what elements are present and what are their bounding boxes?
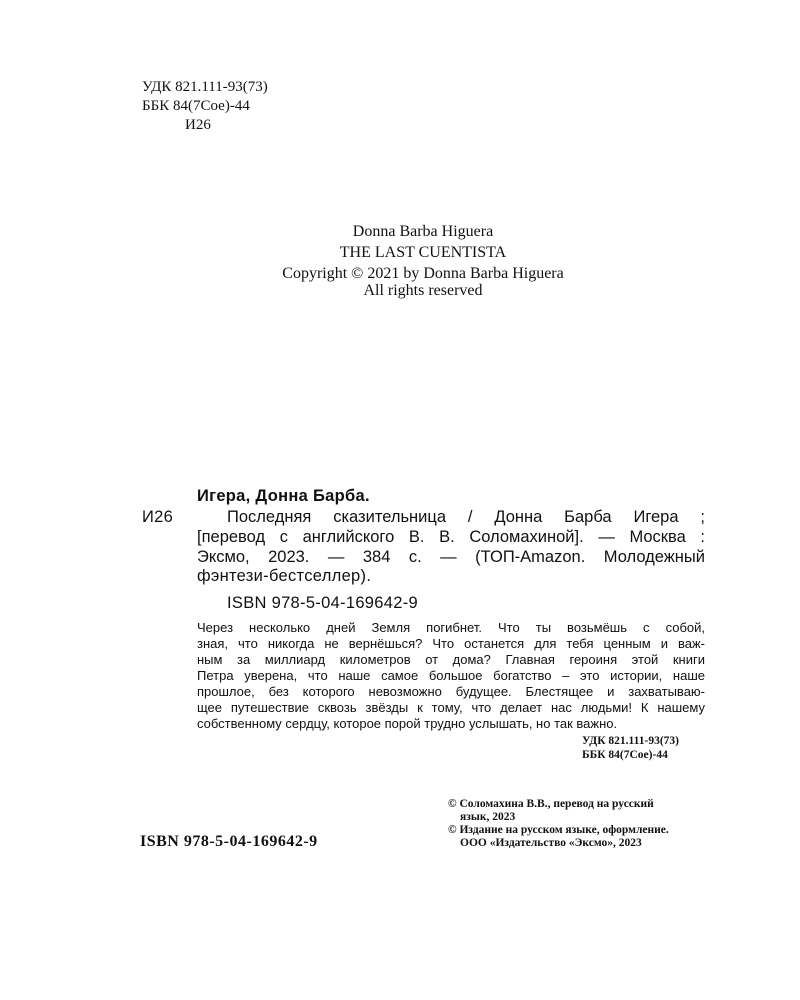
bib-line-4: фэнтези-бестселлер). bbox=[197, 567, 372, 585]
udk-code: УДК 821.111-93(73) bbox=[142, 79, 268, 95]
annotation-line-1: Через несколько дней Земля погибнет. Что ты возьмёшь с собой, bbox=[197, 620, 705, 635]
annotation-line-7: собственному сердцу, которое порой трудно услышать, но так важно. bbox=[197, 716, 618, 731]
bib-heading: Игера, Донна Барба. bbox=[197, 487, 370, 505]
original-rights: All rights reserved bbox=[363, 282, 483, 299]
original-title: THE LAST CUENTISTA bbox=[339, 244, 507, 261]
translation-copyright-2: язык, 2023 bbox=[460, 811, 516, 823]
author-sign: И26 bbox=[185, 117, 211, 133]
bib-line-3: Эксмо, 2023. — 384 с. — (ТОП-Amazon. Молодежный bbox=[197, 548, 705, 566]
bib-line-1: Последняя сказительница / Донна Барба Игера ; bbox=[227, 508, 705, 526]
annotation-line-2: зная, что никогда не вернёшься? Что останется для тебя ценным и важ- bbox=[197, 636, 705, 651]
edition-copyright-2: ООО «Издательство «Эксмо», 2023 bbox=[460, 837, 642, 849]
annotation-udk: УДК 821.111-93(73) bbox=[582, 735, 679, 747]
bib-author-sign: И26 bbox=[142, 508, 174, 526]
annotation-line-4: Петра уверена, что наше самое большое богатство – это истории, наше bbox=[197, 668, 705, 683]
annotation-line-6: щее путешествие сквозь звёзды к тому, что делает нас людьми! К нашему bbox=[197, 700, 705, 715]
bbk-code: ББК 84(7Сое)-44 bbox=[142, 98, 250, 114]
annotation-line-3: ным за миллиард километров от дома? Главная героиня этой книги bbox=[197, 652, 705, 667]
bib-line-2: [перевод с английского В. В. Соломахиной]. — Москва : bbox=[197, 528, 705, 546]
bib-isbn: ISBN 978-5-04-169642-9 bbox=[227, 594, 418, 612]
footer-isbn: ISBN 978-5-04-169642-9 bbox=[140, 833, 318, 850]
edition-copyright-1: © Издание на русском языке, оформление. bbox=[448, 824, 669, 836]
translation-copyright-1: © Соломахина В.В., перевод на русский bbox=[448, 798, 654, 810]
original-author: Donna Barba Higuera bbox=[352, 223, 494, 240]
annotation-line-5: прошлое, без которого невозможно будущее. Блестящее и захватываю- bbox=[197, 684, 705, 699]
original-copyright: Copyright © 2021 by Donna Barba Higuera bbox=[282, 265, 564, 282]
annotation-bbk: ББК 84(7Сое)-44 bbox=[582, 749, 668, 761]
